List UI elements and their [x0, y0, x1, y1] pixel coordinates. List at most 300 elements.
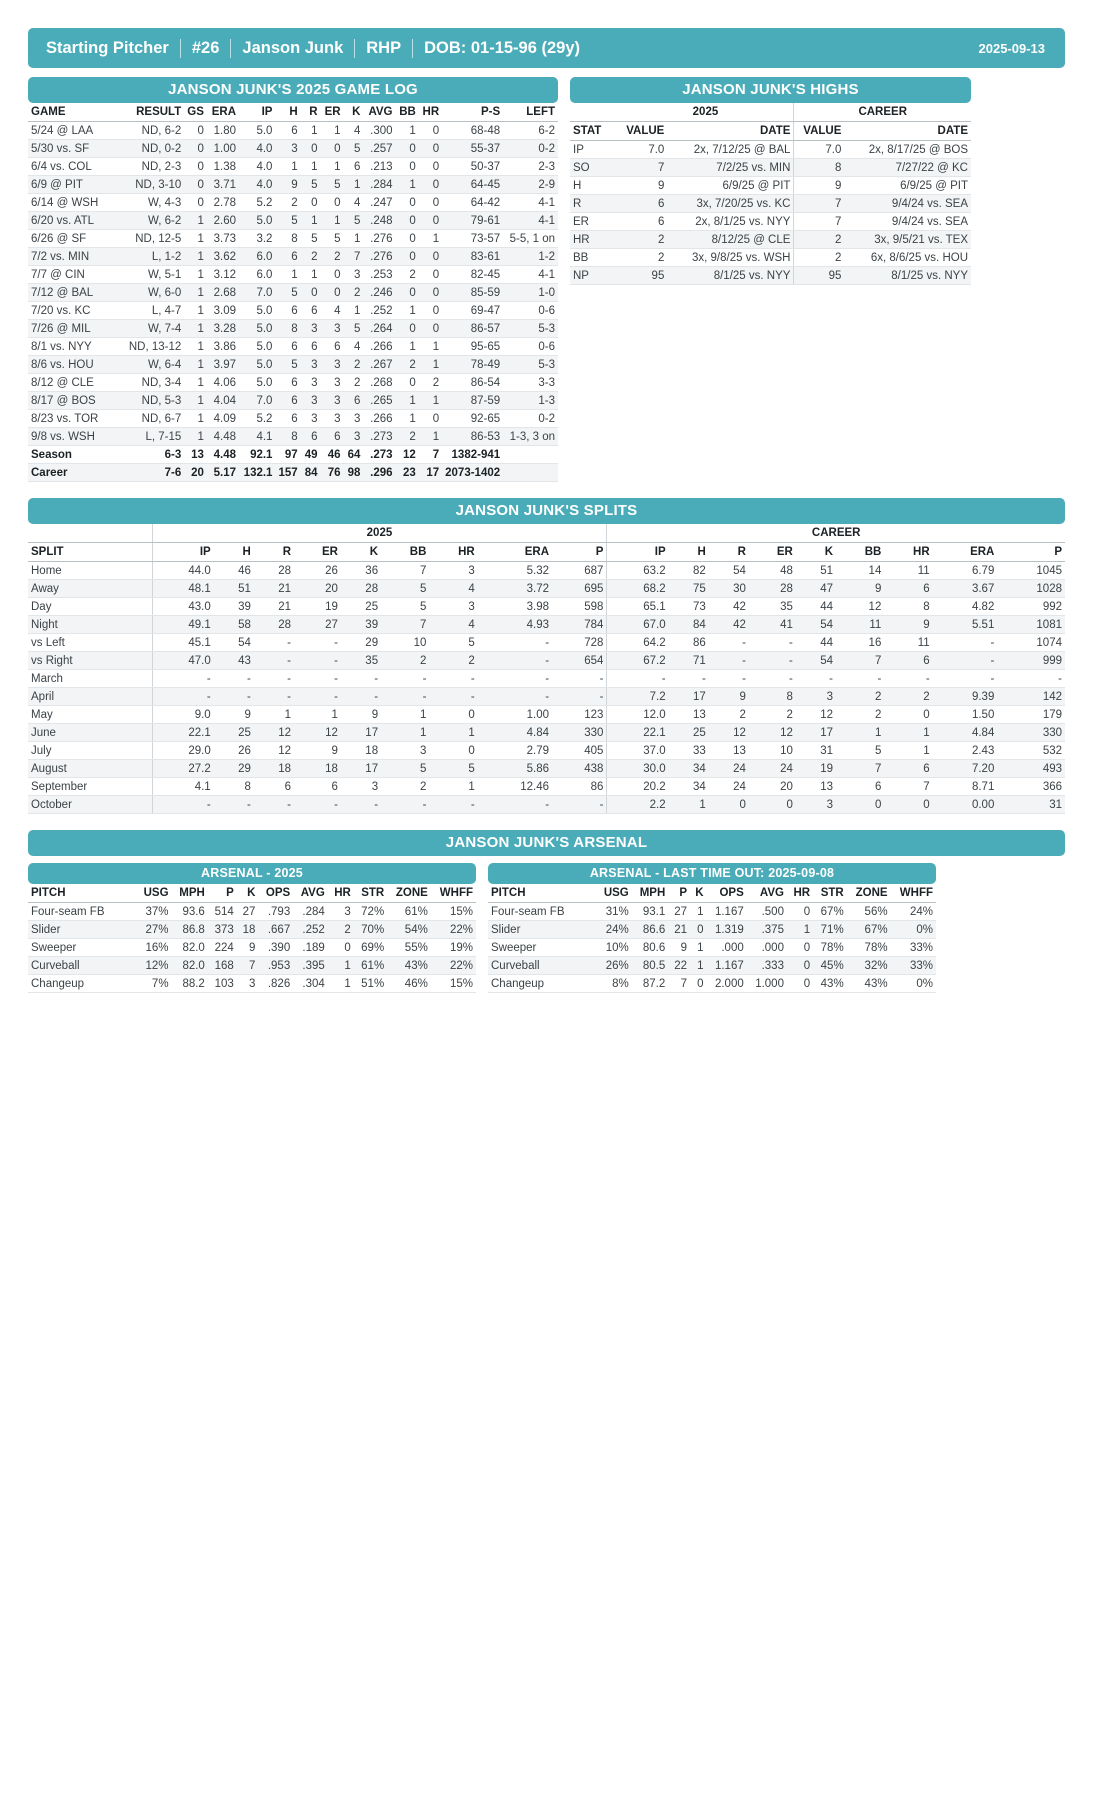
- table-cell: 12%: [136, 957, 172, 975]
- table-cell: 8/12 @ CLE: [28, 374, 119, 392]
- table-cell: 1: [328, 975, 354, 993]
- table-cell: 6.79: [933, 562, 998, 580]
- col-date-2025: DATE: [667, 122, 794, 141]
- table-cell: .000: [707, 939, 747, 957]
- table-cell: 0: [301, 194, 321, 212]
- table-cell: 46: [321, 446, 344, 464]
- table-cell: 5: [429, 634, 477, 652]
- table-cell: HR: [570, 231, 617, 249]
- table-cell: 5: [381, 598, 429, 616]
- table-cell: vs Left: [28, 634, 152, 652]
- table-cell: 654: [552, 652, 607, 670]
- table-cell: 4: [321, 302, 344, 320]
- table-cell: 8/1 vs. NYY: [28, 338, 119, 356]
- table-cell: 5: [381, 760, 429, 778]
- arsenal-season-title: ARSENAL - 2025: [28, 863, 476, 884]
- table-cell: 0: [419, 212, 442, 230]
- splits-group-2025: 2025: [152, 524, 607, 543]
- table-cell: -: [478, 688, 552, 706]
- table-cell: 27%: [136, 921, 172, 939]
- table-cell: 5: [275, 212, 300, 230]
- table-cell: 82-45: [442, 266, 503, 284]
- col-er: ER: [321, 103, 344, 122]
- table-cell: 5.0: [239, 302, 275, 320]
- table-cell: 7: [836, 652, 884, 670]
- table-cell: 3: [344, 410, 364, 428]
- table-cell: 2: [381, 778, 429, 796]
- table-cell: 29.0: [152, 742, 214, 760]
- table-cell: 4.82: [933, 598, 998, 616]
- table-cell: 1.167: [707, 957, 747, 975]
- table-cell: .375: [747, 921, 787, 939]
- table-cell: 103: [208, 975, 237, 993]
- table-cell: 4.48: [207, 446, 239, 464]
- table-cell: 73-57: [442, 230, 503, 248]
- table-cell: Slider: [28, 921, 136, 939]
- highs-table: [570, 103, 971, 285]
- table-cell: 1: [690, 903, 707, 921]
- table-cell: 3.28: [207, 320, 239, 338]
- table-cell: 3: [796, 796, 836, 814]
- table-cell: 6/14 @ WSH: [28, 194, 119, 212]
- col-k: K: [344, 103, 364, 122]
- col-ops: OPS: [258, 884, 293, 903]
- table-cell: 68.2: [607, 580, 669, 598]
- table-cell: 4: [344, 122, 364, 140]
- table-cell: 2: [301, 248, 321, 266]
- highs-group-blank: [570, 103, 617, 122]
- game-log-row: [28, 158, 558, 176]
- table-cell: 24: [709, 778, 749, 796]
- table-cell: 25: [669, 724, 709, 742]
- table-cell: .953: [258, 957, 293, 975]
- col-ip-2025: IP: [152, 543, 214, 562]
- table-cell: 2: [321, 248, 344, 266]
- table-cell: 4.48: [207, 428, 239, 446]
- table-cell: 6: [294, 778, 341, 796]
- game-log-row: [28, 392, 558, 410]
- table-cell: 1: [419, 356, 442, 374]
- table-cell: .300: [363, 122, 395, 140]
- table-cell: 26: [214, 742, 254, 760]
- table-cell: 28: [341, 580, 381, 598]
- table-cell: 0: [321, 266, 344, 284]
- table-cell: -: [214, 670, 254, 688]
- table-cell: 0%: [891, 921, 936, 939]
- table-cell: -: [254, 652, 294, 670]
- splits-row: [28, 616, 1065, 634]
- table-cell: 95: [617, 267, 667, 285]
- table-cell: 2x, 8/1/25 vs. NYY: [667, 213, 794, 231]
- table-cell: 88.2: [172, 975, 208, 993]
- col-k-career: K: [796, 543, 836, 562]
- table-cell: .246: [363, 284, 395, 302]
- table-cell: 0: [184, 194, 207, 212]
- table-cell: 11: [836, 616, 884, 634]
- table-cell: 30: [709, 580, 749, 598]
- table-cell: 0: [419, 410, 442, 428]
- table-cell: .253: [363, 266, 395, 284]
- table-cell: 0: [184, 140, 207, 158]
- table-cell: 15%: [431, 903, 476, 921]
- table-cell: 157: [275, 464, 300, 482]
- table-cell: 19: [796, 760, 836, 778]
- table-cell: 0: [787, 975, 813, 993]
- table-cell: 46%: [387, 975, 431, 993]
- table-cell: 0: [396, 140, 419, 158]
- table-cell: 27: [237, 903, 259, 921]
- table-cell: -: [933, 634, 998, 652]
- table-cell: BB: [570, 249, 617, 267]
- table-cell: 55%: [387, 939, 431, 957]
- table-cell: 18: [254, 760, 294, 778]
- table-cell: -: [429, 670, 477, 688]
- table-cell: 0.00: [933, 796, 998, 814]
- table-cell: 6/9 @ PIT: [28, 176, 119, 194]
- table-cell: 3-3: [503, 374, 558, 392]
- table-cell: 84: [669, 616, 709, 634]
- table-cell: -: [933, 670, 998, 688]
- table-cell: 12: [796, 706, 836, 724]
- table-cell: Slider: [488, 921, 596, 939]
- col-gs: GS: [184, 103, 207, 122]
- table-cell: 10: [381, 634, 429, 652]
- table-cell: 6: [884, 652, 932, 670]
- table-cell: 0: [419, 158, 442, 176]
- table-cell: 1: [396, 302, 419, 320]
- table-cell: 2.79: [478, 742, 552, 760]
- table-cell: 1: [184, 302, 207, 320]
- table-cell: .248: [363, 212, 395, 230]
- table-cell: 3.98: [478, 598, 552, 616]
- table-cell: 0: [787, 939, 813, 957]
- table-cell: W, 6-2: [119, 212, 184, 230]
- table-cell: 28: [254, 616, 294, 634]
- table-cell: 2: [396, 428, 419, 446]
- table-cell: W, 7-4: [119, 320, 184, 338]
- table-cell: 9.0: [152, 706, 214, 724]
- table-cell: 29: [341, 634, 381, 652]
- table-cell: -: [341, 796, 381, 814]
- table-cell: .000: [747, 939, 787, 957]
- table-cell: 8/6 vs. HOU: [28, 356, 119, 374]
- table-cell: -: [749, 652, 796, 670]
- table-cell: 3.67: [933, 580, 998, 598]
- table-cell: 12: [749, 724, 796, 742]
- table-cell: 168: [208, 957, 237, 975]
- table-cell: 3: [237, 975, 259, 993]
- game-log-row: [28, 374, 558, 392]
- table-cell: 4.06: [207, 374, 239, 392]
- table-cell: 1: [396, 410, 419, 428]
- table-cell: 6/20 vs. ATL: [28, 212, 119, 230]
- table-cell: 5-3: [503, 320, 558, 338]
- table-cell: ND, 3-4: [119, 374, 184, 392]
- col-result: RESULT: [119, 103, 184, 122]
- table-cell: 54: [796, 652, 836, 670]
- table-cell: -: [796, 670, 836, 688]
- table-cell: 31: [796, 742, 836, 760]
- col-k-2025: K: [341, 543, 381, 562]
- table-cell: 75: [669, 580, 709, 598]
- table-cell: 7: [344, 248, 364, 266]
- col-hr-2025: HR: [429, 543, 477, 562]
- table-cell: 9: [617, 177, 667, 195]
- table-cell: April: [28, 688, 152, 706]
- table-cell: 9: [237, 939, 259, 957]
- table-cell: 132.1: [239, 464, 275, 482]
- table-cell: 69-47: [442, 302, 503, 320]
- col-p-career: P: [997, 543, 1065, 562]
- table-cell: 0: [419, 266, 442, 284]
- table-cell: .793: [258, 903, 293, 921]
- table-cell: 17: [419, 464, 442, 482]
- table-cell: 22: [668, 957, 690, 975]
- table-cell: 98: [344, 464, 364, 482]
- table-cell: 33%: [891, 939, 936, 957]
- col-avg: AVG: [747, 884, 787, 903]
- table-cell: 34: [669, 778, 709, 796]
- table-cell: March: [28, 670, 152, 688]
- col-bb-2025: BB: [381, 543, 429, 562]
- table-cell: 68-48: [442, 122, 503, 140]
- table-cell: W, 5-1: [119, 266, 184, 284]
- table-cell: -: [254, 634, 294, 652]
- table-cell: 5.2: [239, 194, 275, 212]
- table-cell: 2: [429, 652, 477, 670]
- table-cell: 4.04: [207, 392, 239, 410]
- table-cell: 0: [419, 248, 442, 266]
- table-cell: 0: [419, 122, 442, 140]
- table-cell: 58: [214, 616, 254, 634]
- table-cell: 1: [669, 796, 709, 814]
- table-cell: 5: [344, 140, 364, 158]
- table-cell: 9: [214, 706, 254, 724]
- table-cell: .276: [363, 230, 395, 248]
- table-cell: 1: [328, 957, 354, 975]
- table-cell: 9/4/24 vs. SEA: [844, 213, 971, 231]
- table-cell: 18: [341, 742, 381, 760]
- table-cell: 22%: [431, 921, 476, 939]
- table-cell: October: [28, 796, 152, 814]
- table-cell: 42: [709, 598, 749, 616]
- table-cell: 4-1: [503, 266, 558, 284]
- table-cell: 1: [381, 724, 429, 742]
- table-cell: SO: [570, 159, 617, 177]
- table-cell: Curveball: [488, 957, 596, 975]
- table-cell: 6: [836, 778, 884, 796]
- table-cell: 7.0: [794, 141, 844, 159]
- table-cell: 1: [690, 939, 707, 957]
- table-cell: 82.0: [172, 957, 208, 975]
- player-number: #26: [191, 38, 220, 57]
- table-cell: -: [478, 796, 552, 814]
- table-cell: 93.1: [632, 903, 669, 921]
- table-cell: 5-3: [503, 356, 558, 374]
- table-cell: 2: [617, 231, 667, 249]
- table-cell: 2: [617, 249, 667, 267]
- arsenal-tables-row: [28, 863, 1065, 993]
- table-cell: .265: [363, 392, 395, 410]
- table-cell: 4.0: [239, 140, 275, 158]
- table-cell: .296: [363, 464, 395, 482]
- table-cell: 3: [429, 562, 477, 580]
- table-cell: 2: [794, 231, 844, 249]
- table-cell: Home: [28, 562, 152, 580]
- table-cell: 9: [884, 616, 932, 634]
- table-cell: 7.20: [933, 760, 998, 778]
- table-cell: 41: [749, 616, 796, 634]
- table-cell: 55-37: [442, 140, 503, 158]
- table-cell: 7/12 @ BAL: [28, 284, 119, 302]
- table-cell: 3: [328, 903, 354, 921]
- table-cell: -: [836, 670, 884, 688]
- table-cell: 1.00: [207, 140, 239, 158]
- table-cell: -: [478, 634, 552, 652]
- table-cell: 7.0: [239, 392, 275, 410]
- table-cell: 0: [301, 284, 321, 302]
- table-cell: 3: [381, 742, 429, 760]
- table-cell: 6: [301, 302, 321, 320]
- table-cell: 999: [997, 652, 1065, 670]
- arsenal-season-body: [28, 903, 476, 993]
- table-cell: .500: [747, 903, 787, 921]
- table-cell: 95: [794, 267, 844, 285]
- table-cell: 0: [690, 975, 707, 993]
- splits-title: JANSON JUNK'S SPLITS: [28, 498, 1065, 524]
- table-cell: 3: [344, 428, 364, 446]
- table-cell: 0: [396, 248, 419, 266]
- col-left: LEFT: [503, 103, 558, 122]
- table-cell: -: [552, 796, 607, 814]
- table-cell: 6: [344, 392, 364, 410]
- table-cell: 4.1: [152, 778, 214, 796]
- table-cell: 3: [344, 266, 364, 284]
- table-cell: 8/23 vs. TOR: [28, 410, 119, 428]
- table-cell: 0: [396, 284, 419, 302]
- table-cell: 12: [836, 598, 884, 616]
- table-cell: .273: [363, 428, 395, 446]
- table-cell: 1: [301, 212, 321, 230]
- table-cell: 5.2: [239, 410, 275, 428]
- table-cell: 1.167: [707, 903, 747, 921]
- table-cell: 24%: [891, 903, 936, 921]
- table-cell: .252: [293, 921, 328, 939]
- table-cell: ND, 0-2: [119, 140, 184, 158]
- table-cell: 0-6: [503, 338, 558, 356]
- table-cell: 31: [997, 796, 1065, 814]
- table-cell: 65.1: [607, 598, 669, 616]
- table-cell: 5: [321, 176, 344, 194]
- table-cell: 9: [709, 688, 749, 706]
- report-date: 2025-09-13: [978, 40, 1045, 56]
- table-cell: 44.0: [152, 562, 214, 580]
- table-cell: 4: [429, 580, 477, 598]
- table-cell: 80.5: [632, 957, 669, 975]
- table-cell: 3x, 7/20/25 vs. KC: [667, 195, 794, 213]
- table-cell: 12.46: [478, 778, 552, 796]
- table-cell: L, 1-2: [119, 248, 184, 266]
- table-cell: 12: [254, 742, 294, 760]
- table-cell: -: [294, 652, 341, 670]
- col-h: H: [275, 103, 300, 122]
- table-cell: 6/4 vs. COL: [28, 158, 119, 176]
- col-r-career: R: [709, 543, 749, 562]
- table-cell: 27.2: [152, 760, 214, 778]
- table-cell: 87-59: [442, 392, 503, 410]
- table-cell: 32%: [847, 957, 891, 975]
- col-mph: MPH: [172, 884, 208, 903]
- table-cell: 0: [749, 796, 796, 814]
- table-cell: Day: [28, 598, 152, 616]
- table-cell: 2.60: [207, 212, 239, 230]
- arsenal-lasttime-header-row: [488, 884, 936, 903]
- table-cell: Season: [28, 446, 119, 464]
- table-cell: 86.6: [632, 921, 669, 939]
- table-cell: 7: [884, 778, 932, 796]
- table-cell: 71%: [813, 921, 847, 939]
- table-cell: 142: [997, 688, 1065, 706]
- table-cell: 2: [396, 266, 419, 284]
- table-cell: .284: [293, 903, 328, 921]
- table-cell: 50-37: [442, 158, 503, 176]
- col-usg: USG: [596, 884, 632, 903]
- table-cell: -: [429, 796, 477, 814]
- table-cell: 8: [275, 230, 300, 248]
- table-cell: 1028: [997, 580, 1065, 598]
- table-cell: 2: [836, 706, 884, 724]
- table-cell: 7: [836, 760, 884, 778]
- table-cell: 1: [381, 706, 429, 724]
- game-log-title: JANSON JUNK'S 2025 GAME LOG: [28, 77, 558, 103]
- table-cell: 31%: [596, 903, 632, 921]
- table-cell: 5-5, 1 on: [503, 230, 558, 248]
- game-log-total-row: [28, 464, 558, 482]
- splits-row: [28, 742, 1065, 760]
- table-cell: .304: [293, 975, 328, 993]
- table-cell: .213: [363, 158, 395, 176]
- arsenal-row: [488, 957, 936, 975]
- table-cell: 0%: [891, 975, 936, 993]
- table-cell: 34: [669, 760, 709, 778]
- table-cell: 86-57: [442, 320, 503, 338]
- arsenal-row: [28, 957, 476, 975]
- table-cell: 1: [429, 724, 477, 742]
- table-cell: 1074: [997, 634, 1065, 652]
- table-cell: 2: [749, 706, 796, 724]
- table-cell: 0: [396, 194, 419, 212]
- splits-header-row: [28, 543, 1065, 562]
- arsenal-row: [488, 975, 936, 993]
- table-cell: 0-2: [503, 140, 558, 158]
- col-hr: HR: [419, 103, 442, 122]
- table-cell: 6.0: [239, 248, 275, 266]
- splits-row: [28, 724, 1065, 742]
- table-cell: 51: [214, 580, 254, 598]
- table-cell: 1: [396, 176, 419, 194]
- table-cell: 7/2/25 vs. MIN: [667, 159, 794, 177]
- table-cell: July: [28, 742, 152, 760]
- table-cell: 1: [344, 302, 364, 320]
- col-er-2025: ER: [294, 543, 341, 562]
- table-cell: 67%: [813, 903, 847, 921]
- table-cell: 514: [208, 903, 237, 921]
- table-cell: 0: [709, 796, 749, 814]
- table-cell: 1: [184, 374, 207, 392]
- table-cell: ND, 6-2: [119, 122, 184, 140]
- table-cell: 4.0: [239, 158, 275, 176]
- table-cell: 33%: [891, 957, 936, 975]
